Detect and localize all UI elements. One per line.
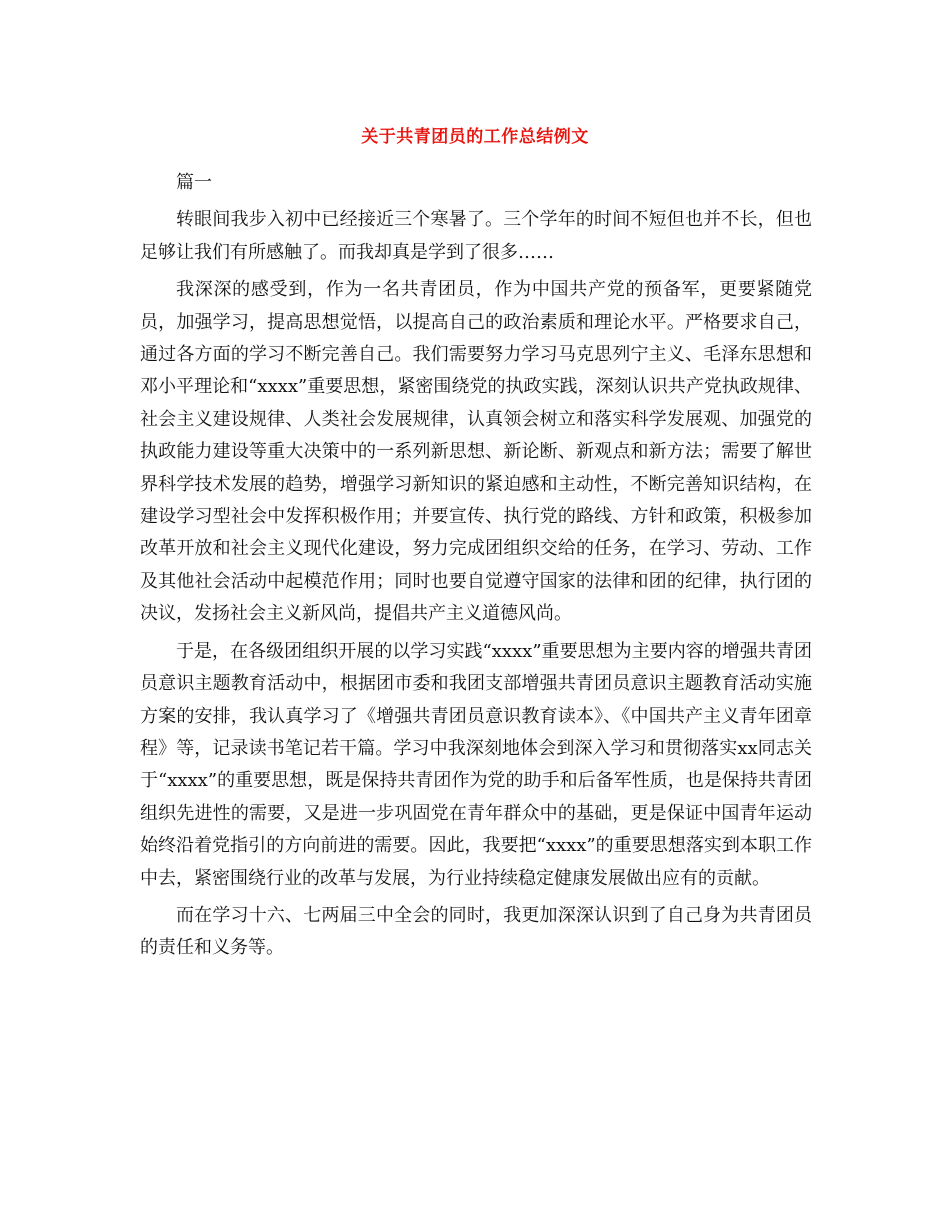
section-heading: 篇一 xyxy=(176,172,212,193)
document-title: 关于共青团员的工作总结例文 xyxy=(361,127,589,147)
paragraph: 于是，在各级团组织开展的以学习实践“xxxx”重要思想为主要内容的增强共青团员意识主题教育活动中，根据团市委和我团支部增强共青团员意识主题教育活动实施方案的安排，我认真学习了《增强共青团员意识教育读本》、《中国共产主义青年团章程》等，记录读书笔记若干篇。学习中我深刻地体会到深入学习和贯彻落实xx同志关于“xxxx”的重要思想，既是保持共青团作为党的助手和后备军性质，也是保持共青团组织先进性的需要，又是进一步巩固党在青年群众中的基础，更是保证中国青年运动始终沿着党指引的方向前进的需要。因此，我要把“xxxx”的重要思想落实到本职工作中去，紧密围绕行业的改革与发展，为行业持续稳定健康发展做出应有的贡献。 xyxy=(140,640,812,889)
document-body xyxy=(140,167,812,970)
paragraph: 我深深的感受到，作为一名共青团员，作为中国共产党的预备军，更要紧随党员，加强学习，提高思想觉悟，以提高自己的政治素质和理论水平。严格要求自己，通过各方面的学习不断完善自己。我们需要努力学习马克思列宁主义、毛泽东思想和邓小平理论和“xxxx”重要思想，紧密围绕党的执政实践，深刻认识共产党执政规律、社会主义建设规律、人类社会发展规律，认真领会树立和落实科学发展观、加强党的执政能力建设等重大决策中的一系列新思想、新论断、新观点和新方法；需要了解世界科学技术发展的趋势，增强学习新知识的紧迫感和主动性，不断完善知识结构，在建设学习型社会中发挥积极作用；并要宣传、执行党的路线、方针和政策，积极参加改革开放和社会主义现代化建设，努力完成团组织交给的任务，在学习、劳动、工作及其他社会活动中起模范作用；同时也要自觉遵守国家的法律和团的纪律，执行团的决议，发扬社会主义新风尚，提倡共产主义道德风尚。 xyxy=(140,279,812,625)
paragraph: 转眼间我步入初中已经接近三个寒暑了。三个学年的时间不短但也并不长，但也足够让我们有所感触了。而我却真是学到了很多…… xyxy=(140,209,812,263)
paragraph: 而在学习十六、七两届三中全会的同时，我更加深深认识到了自己身为共青团员的责任和义务等。 xyxy=(140,904,812,959)
